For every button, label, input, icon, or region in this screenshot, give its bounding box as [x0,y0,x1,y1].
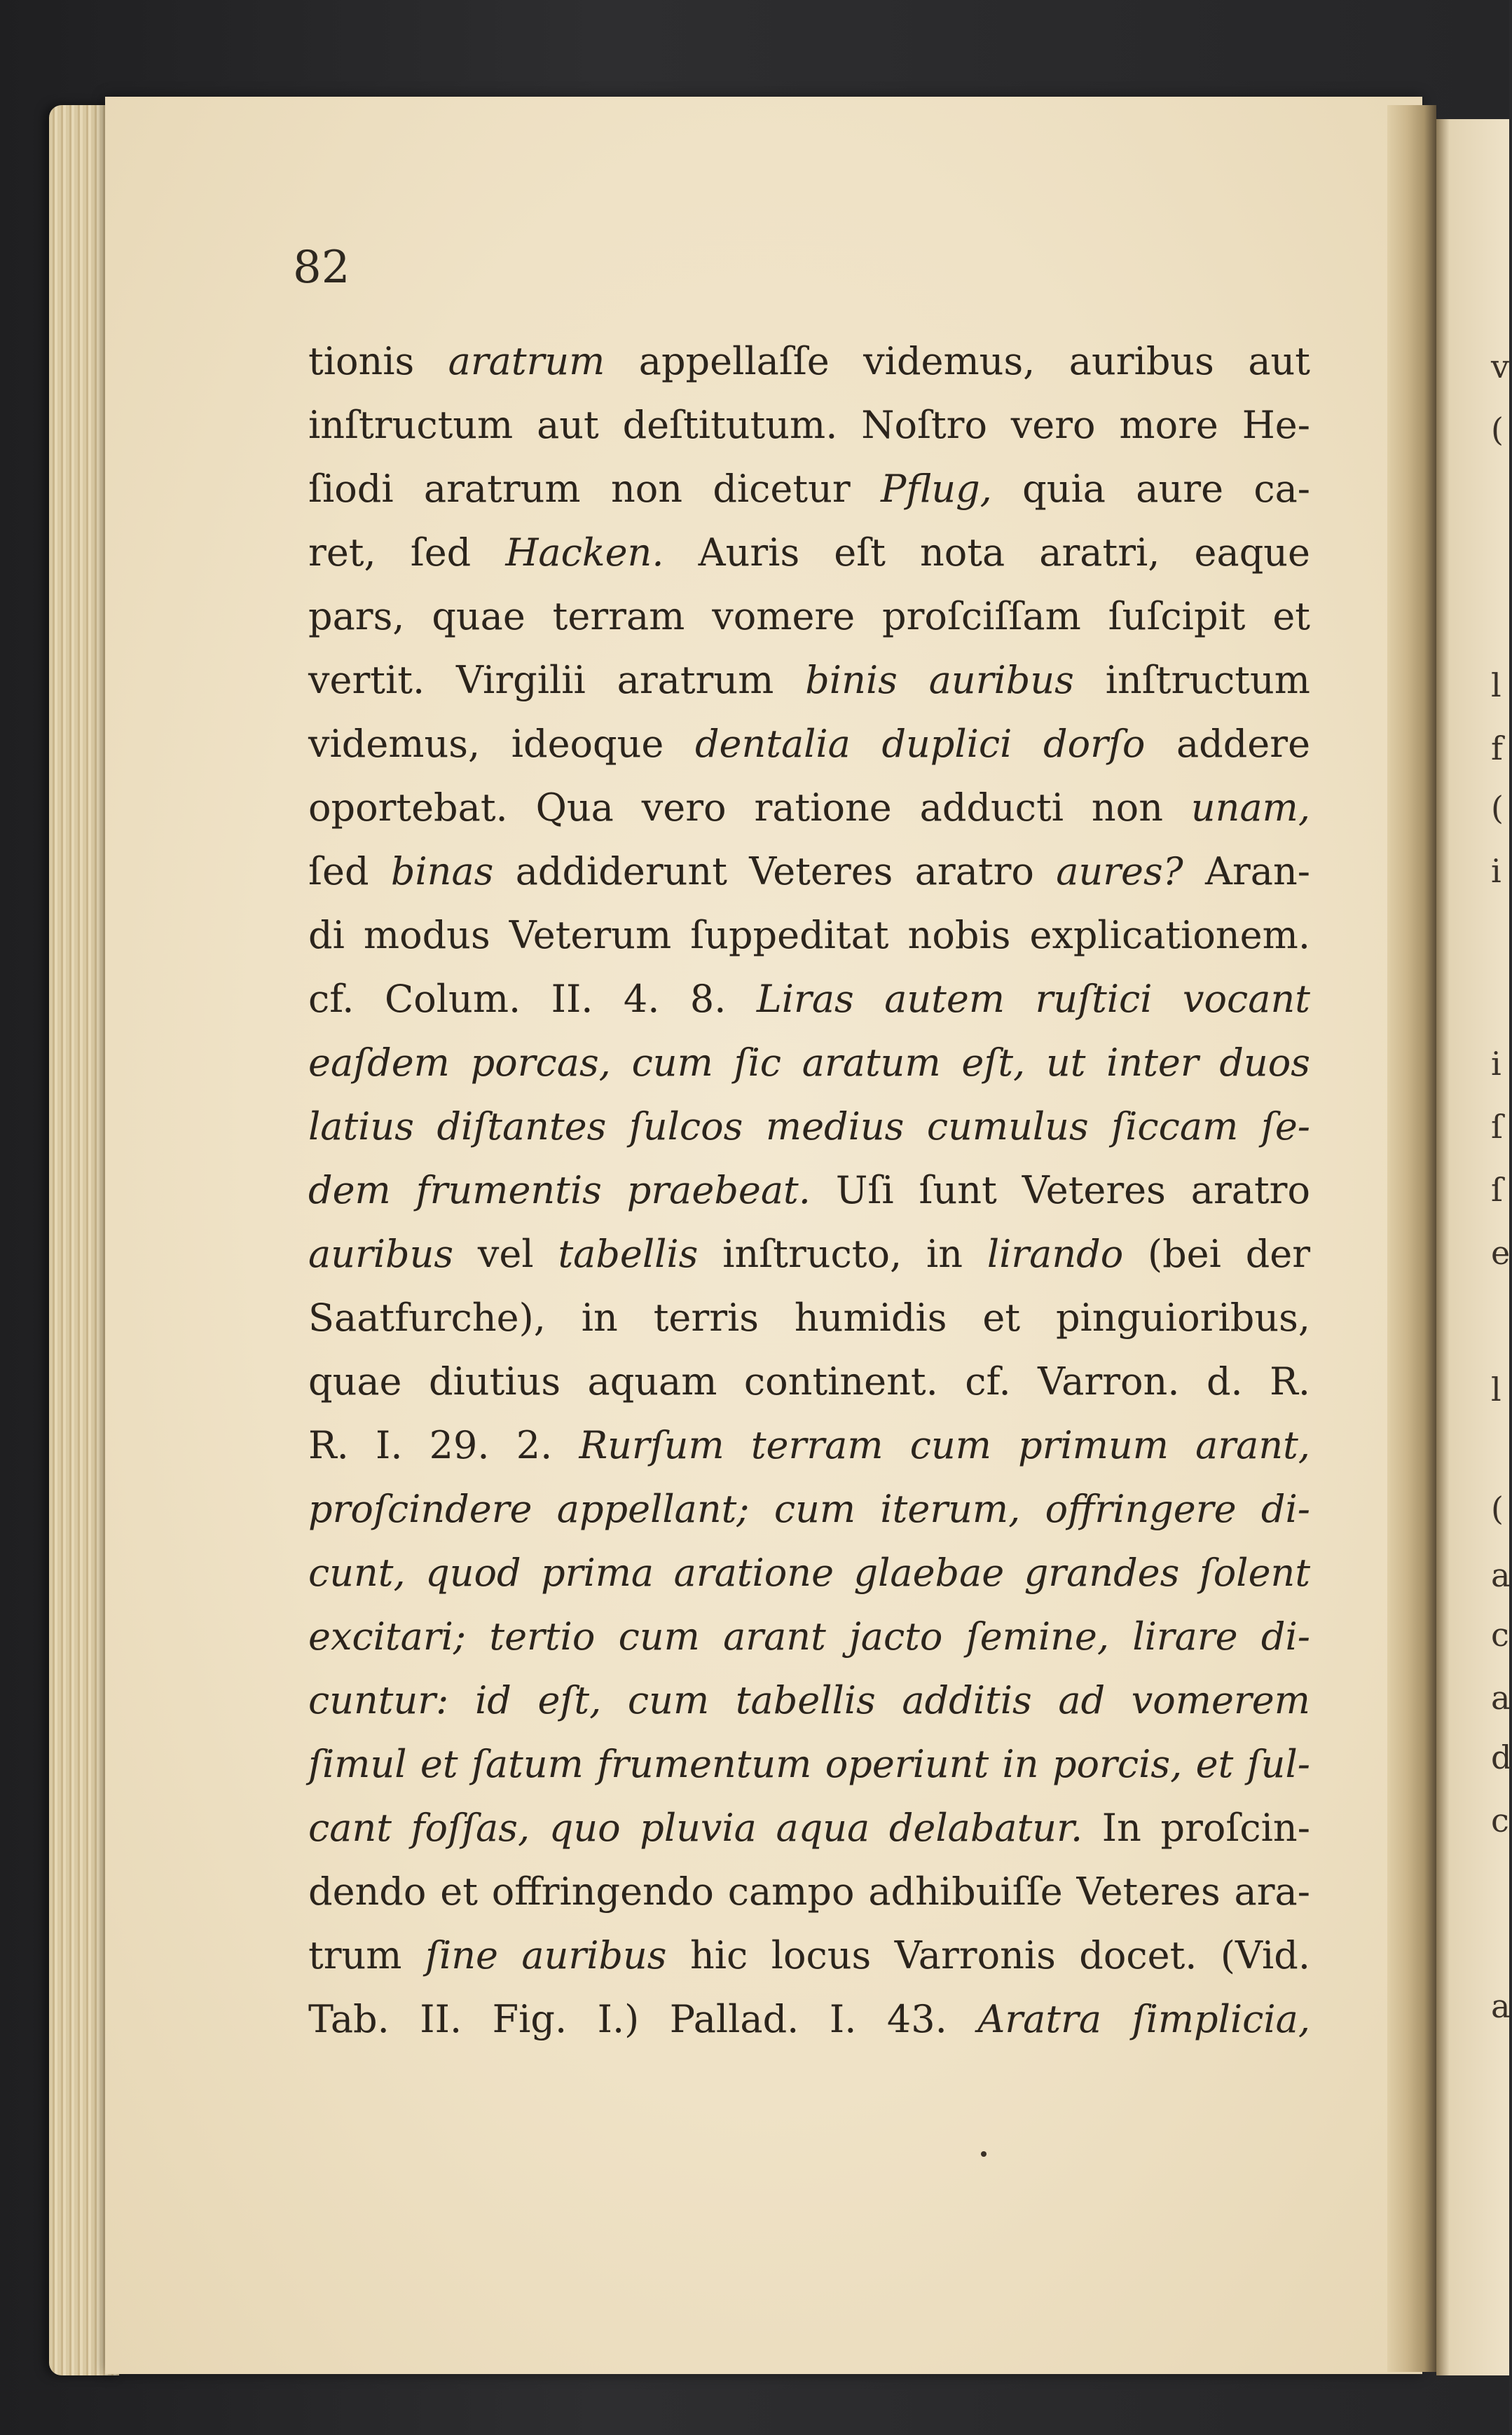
facing-page-letter: i [1491,852,1501,890]
text-line: dem frumentis praebeat. Uſi ſunt Veteres aratro [308,1168,1310,1212]
book-gutter [1387,105,1436,2372]
text-line: oportebat. Qua vero ratione adducti non unam, [308,786,1311,830]
text-line: proſcindere appellant; cum iterum, offringere di- [308,1487,1310,1531]
text-line: ſiodi aratrum non dicetur Pflug, quia aure ca- [308,467,1311,511]
text-line: excitari; tertio cum arant jacto ſemine, lirare di- [308,1614,1310,1659]
facing-page-letter: ( [1491,789,1504,827]
text-line: dendo et offringendo campo adhibuiſſe Veteres ara- [308,1870,1310,1914]
text-line: cunt, quod prima aratione glaebae grandes ſolent [308,1551,1311,1595]
text-line: ſimul et ſatum frumentum operiunt in porcis, et ſul- [308,1742,1310,1786]
text-line: latius diſtantes ſulcos medius cumulus ſiccam ſe- [308,1104,1311,1148]
text-line: inſtructum aut deſtitutum. Noſtro vero more He- [308,403,1310,447]
ink-speck [981,2151,987,2157]
text-line: pars, quae terram vomere proſciſſam ſuſcipit et [308,594,1310,638]
text-line: R. I. 29. 2. Rurſum terram cum primum arant, [308,1423,1310,1467]
text-line: di modus Veterum ſuppeditat nobis explicationem. [308,913,1310,957]
facing-page-letter: ſ [1491,1108,1504,1146]
text-line: quae diutius aquam continent. cf. Varron. d. R. [308,1359,1310,1404]
text-line: videmus, ideoque dentalia duplici dorſo addere [308,722,1311,766]
text-line: eaſdem porcas, cum ſic aratum eſt, ut inter duos [308,1041,1310,1085]
facing-page-letter: i [1491,1045,1501,1083]
text-line: cuntur: id eſt, cum tabellis additis ad vomerem [308,1678,1310,1722]
text-line: tionis aratrum appellaſſe videmus, auribus aut [308,339,1310,383]
facing-page-letter: ( [1491,411,1504,448]
facing-page-letter: c [1491,1802,1509,1839]
text-line: cant foſſas, quo pluvia aqua delabatur. In proſcin- [308,1806,1310,1850]
facing-page-letter: e [1491,1234,1511,1272]
text-line: Tab. II. Fig. I.) Pallad. I. 43. Aratra ſimplicia, [308,1997,1311,2041]
facing-page-letter: f [1491,729,1504,767]
text-line: Saatfurche), in terris humidis et pinguioribus, [308,1296,1310,1340]
facing-page-letter: ſ [1491,1171,1504,1209]
facing-page-letter: l [1491,666,1501,704]
facing-page-letter: l [1491,1371,1501,1408]
text-line: trum ſine auribus hic locus Varronis docet. (Vid. [308,1933,1311,1977]
facing-page-letter: a [1491,1556,1511,1594]
text-line: cf. Colum. II. 4. 8. Liras autem ruſtici vocant [308,977,1310,1021]
text-line: ſed binas addiderunt Veteres aratro aures? Aran- [308,849,1311,893]
text-line: auribus vel tabellis inſtructo, in lirando (bei der [308,1232,1311,1276]
facing-page-letter: a [1491,1987,1511,2025]
facing-page-letter: v [1491,348,1509,385]
body-text [308,329,1310,2051]
text-line: vertit. Virgilii aratrum binis auribus inſtructum [308,658,1310,702]
text-line: ret, ſed Hacken. Auris eſt nota aratri, eaque [308,530,1311,575]
facing-page-letter: c [1491,1616,1509,1654]
facing-page-letter: d [1491,1738,1512,1776]
page-number: 82 [293,242,350,294]
facing-page-letter: ( [1491,1490,1504,1528]
facing-page-letter: a [1491,1679,1511,1717]
